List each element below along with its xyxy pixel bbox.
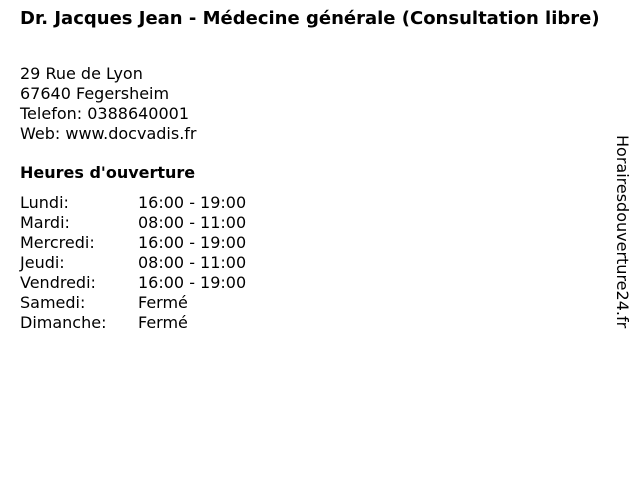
day-label: Jeudi: [20,253,65,272]
day-hours: 16:00 - 19:00 [138,193,247,212]
website-link[interactable]: Web: www.docvadis.fr [20,124,197,143]
opening-hours-heading: Heures d'ouverture [20,163,196,182]
site-watermark: Horairesdouverture24.fr [613,135,632,329]
postal-city: 67640 Fegersheim [20,84,170,103]
day-label: Lundi: [20,193,69,212]
day-label: Samedi: [20,293,86,312]
day-hours: Fermé [138,313,188,332]
day-label: Mardi: [20,213,70,232]
day-hours: 08:00 - 11:00 [138,213,247,232]
page-title: Dr. Jacques Jean - Médecine générale (Consultation libre) [20,8,600,29]
street-address: 29 Rue de Lyon [20,64,143,83]
day-hours: 08:00 - 11:00 [138,253,247,272]
day-hours: 16:00 - 19:00 [138,233,247,252]
day-hours: Fermé [138,293,188,312]
day-hours: 16:00 - 19:00 [138,273,247,292]
day-label: Mercredi: [20,233,95,252]
address-block [20,64,196,144]
day-label: Vendredi: [20,273,96,292]
day-label: Dimanche: [20,313,107,332]
phone-number: Telefon: 0388640001 [20,104,190,123]
